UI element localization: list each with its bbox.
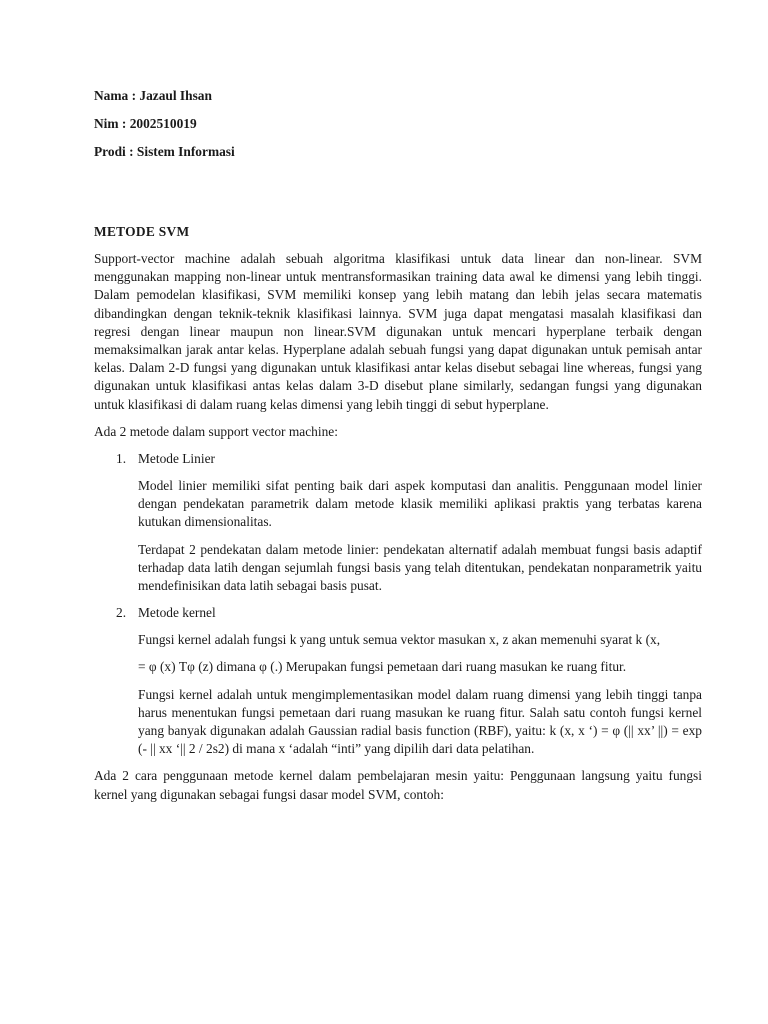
closing-paragraph: Ada 2 cara penggunaan metode kernel dalam pembelajaran mesin yaitu: Penggunaan langsung yaitu fungsi kernel yang digunakan sebagai fungsi dasar model SVM, contoh: — [94, 768, 702, 802]
methods-intro: Ada 2 metode dalam support vector machine: — [94, 423, 338, 439]
kernel-paragraph-1: Fungsi kernel adalah fungsi k yang untuk semua vektor masukan x, z akan memenuhi syarat k (x, — [138, 632, 661, 648]
list-item-linear — [94, 450, 702, 468]
intro-paragraph: Support-vector machine adalah sebuah algoritma klasifikasi untuk data linear dan non-linear. SVM menggunakan mapping non-linear untuk mentransformasikan training data awal ke dimensi yang lebih tinggi. Dalam pemodelan klasifikasi, SVM memiliki konsep yang lebih matang dan lebih jelas secara matematis dibandingkan dengan teknik-teknik klasifikasi lainnya. SVM juga dapat mengatasi masalah klasifikasi dan regresi dengan linear maupun non linear.SVM digunakan untuk mencari hyperplane terbaik dengan memaksimalkan jarak antar kelas. Hyperplane adalah sebuah fungsi yang dapat digunakan untuk pemisah antar kelas. Dalam 2-D fungsi yang digunakan untuk klasifikasi antar kelas disebut sebagai line whereas, fungsi yang digunakan untuk klasifikasi antas kelas dalam 3-D disebut plane similarly, sedangan fungsi yang digunakan untuk klasifikasi di dalam ruang kelas dimensi yang lebih tinggi di sebut hyperplane. — [94, 251, 702, 412]
linear-method-body — [138, 477, 702, 595]
linear-paragraph-1: Model linier memiliki sifat penting baik dari aspek komputasi dan analitis. Penggunaan model linier dengan pendekatan parametrik dalam metode klasik memiliki aplikasi praktis yang terbatas karena kutukan dimensionalitas. — [138, 478, 702, 530]
kernel-paragraph-3: Fungsi kernel adalah untuk mengimplementasikan model dalam ruang dimensi yang lebih tinggi tanpa harus menentukan fungsi pemetaan dari ruang masukan ke ruang fitur. Salah satu contoh fungsi kernel yang banyak digunakan adalah Gaussian radial basis function (RBF), yaitu: k (x, x ‘) = φ (|| xx’ ||) = exp (- || xx ‘|| 2 / 2s2) di mana x ‘adalah “inti” yang dipilih dari data pelatihan. — [138, 686, 702, 757]
list-item-kernel — [94, 604, 702, 622]
linear-paragraph-2: Terdapat 2 pendekatan dalam metode linier: pendekatan alternatif adalah membuat fungsi basis adaptif terhadap data latih dengan sejumlah fungsi basis yang telah ditentukan, pendekatan nonparametrik yaitu mendefinisikan data latih sebagai basis pusat. — [138, 541, 702, 594]
list-number: 2. — [116, 605, 127, 621]
study-program: Prodi : Sistem Informasi — [94, 144, 235, 159]
list-label: Metode Linier — [138, 451, 215, 467]
list-label: Metode kernel — [138, 605, 216, 621]
kernel-method-body — [138, 631, 702, 758]
kernel-paragraph-2: = φ (x) Tφ (z) dimana φ (.) Merupakan fungsi pemetaan dari ruang masukan ke ruang fitur. — [138, 659, 627, 675]
student-name: Nama : Jazaul Ihsan — [94, 88, 212, 103]
list-number: 1. — [116, 451, 127, 467]
section-title: METODE SVM — [94, 224, 190, 239]
document-page — [94, 87, 702, 804]
student-id: Nim : 2002510019 — [94, 116, 197, 131]
